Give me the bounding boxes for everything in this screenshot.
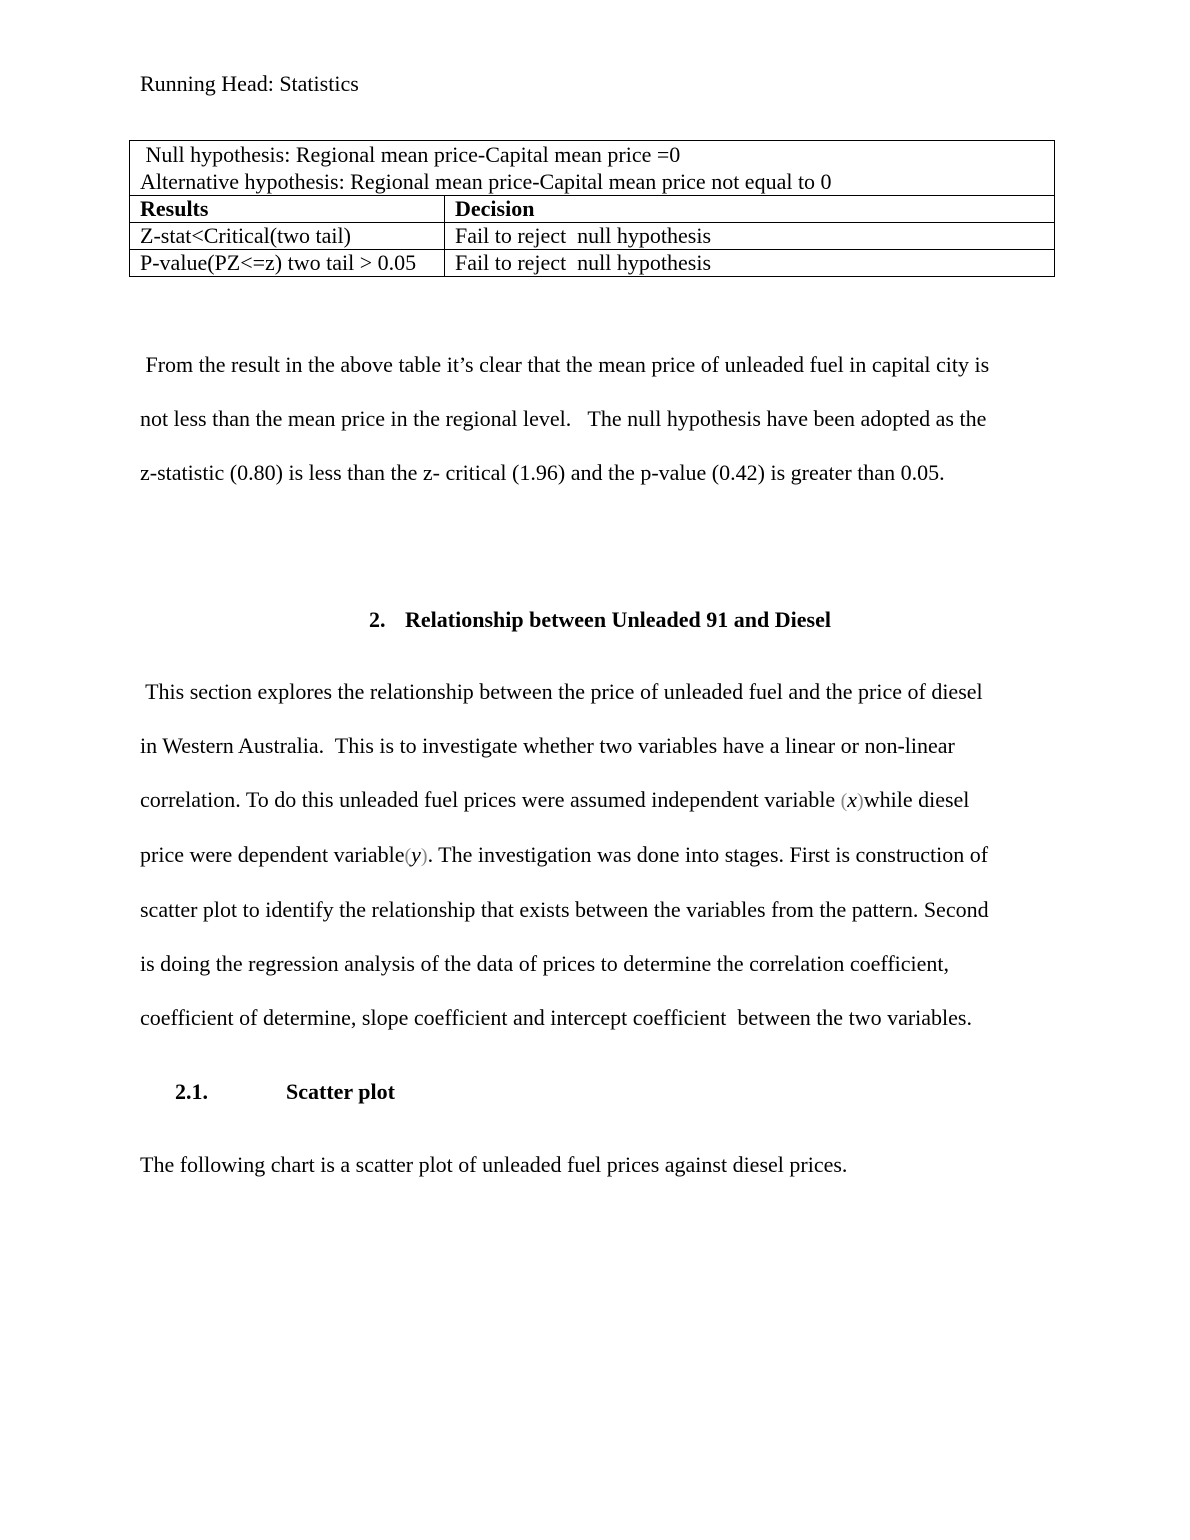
- variable-y: y: [411, 842, 421, 867]
- paragraph-results: [140, 338, 1050, 500]
- paren-close: ): [420, 845, 428, 867]
- paragraph-line: is doing the regression analysis of the data of prices to determine the correlation coefficient,: [140, 951, 950, 976]
- decision-cell: Fail to reject null hypothesis: [445, 223, 1055, 250]
- table-row: [130, 250, 1055, 277]
- paragraph-line: [140, 828, 1050, 883]
- section-heading: [369, 605, 831, 635]
- paragraph-line: scatter plot to identify the relationship that exists between the variables from the pattern. Second: [140, 897, 989, 922]
- alternative-hypothesis: Alternative hypothesis: Regional mean price-Capital mean price not equal to 0: [140, 169, 832, 194]
- paren-open: (: [840, 790, 848, 812]
- paragraph-scatter-intro: [140, 1138, 1050, 1192]
- variable-x: x: [847, 787, 858, 812]
- paragraph-line: not less than the mean price in the regional level. The null hypothesis have been adopted as the: [140, 406, 987, 431]
- paragraph-line: coefficient of determine, slope coefficient and intercept coefficient between the two variables.: [140, 1005, 972, 1030]
- decision-cell: Fail to reject null hypothesis: [445, 250, 1055, 277]
- paragraph-line: in Western Australia. This is to investigate whether two variables have a linear or non-linear: [140, 733, 955, 758]
- paragraph-line: [140, 773, 1050, 828]
- result-cell: P-value(PZ<=z) two tail > 0.05: [130, 250, 445, 277]
- paragraph-line: From the result in the above table it’s clear that the mean price of unleaded fuel in capital city is: [140, 352, 990, 377]
- result-cell: Z-stat<Critical(two tail): [130, 223, 445, 250]
- line-text: . The investigation was done into stages. First is construction of: [427, 842, 989, 867]
- paren-close: ): [857, 790, 864, 812]
- paren-open: (: [404, 845, 412, 867]
- paragraph-relationship: [140, 665, 1050, 1045]
- hypothesis-cell: [130, 141, 1055, 196]
- paragraph-line: z-statistic (0.80) is less than the z- critical (1.96) and the p-value (0.42) is greater than 0.05.: [140, 460, 945, 485]
- section-title: Relationship between Unleaded 91 and Diesel: [405, 607, 831, 632]
- paragraph-line: This section explores the relationship between the price of unleaded fuel and the price of diesel: [140, 679, 983, 704]
- section-number: 2.: [369, 607, 386, 632]
- subsection-number: 2.1.: [175, 1079, 208, 1104]
- table-row: [130, 223, 1055, 250]
- line-text: correlation. To do this unleaded fuel prices were assumed independent variable: [140, 787, 841, 812]
- subsection-heading: [175, 1077, 395, 1107]
- hypothesis-table: [129, 140, 1055, 277]
- table-header-row: [130, 196, 1055, 223]
- header-decision: Decision: [445, 196, 1055, 223]
- line-text: price were dependent variable: [140, 842, 405, 867]
- hypothesis-row: [130, 141, 1055, 196]
- subsection-title: Scatter plot: [286, 1079, 395, 1104]
- null-hypothesis: Null hypothesis: Regional mean price-Capital mean price =0: [140, 142, 681, 167]
- header-results: Results: [130, 196, 445, 223]
- running-head: Running Head: Statistics: [140, 71, 359, 96]
- line-text: while diesel: [863, 787, 970, 812]
- paragraph-line: The following chart is a scatter plot of unleaded fuel prices against diesel prices.: [140, 1152, 848, 1177]
